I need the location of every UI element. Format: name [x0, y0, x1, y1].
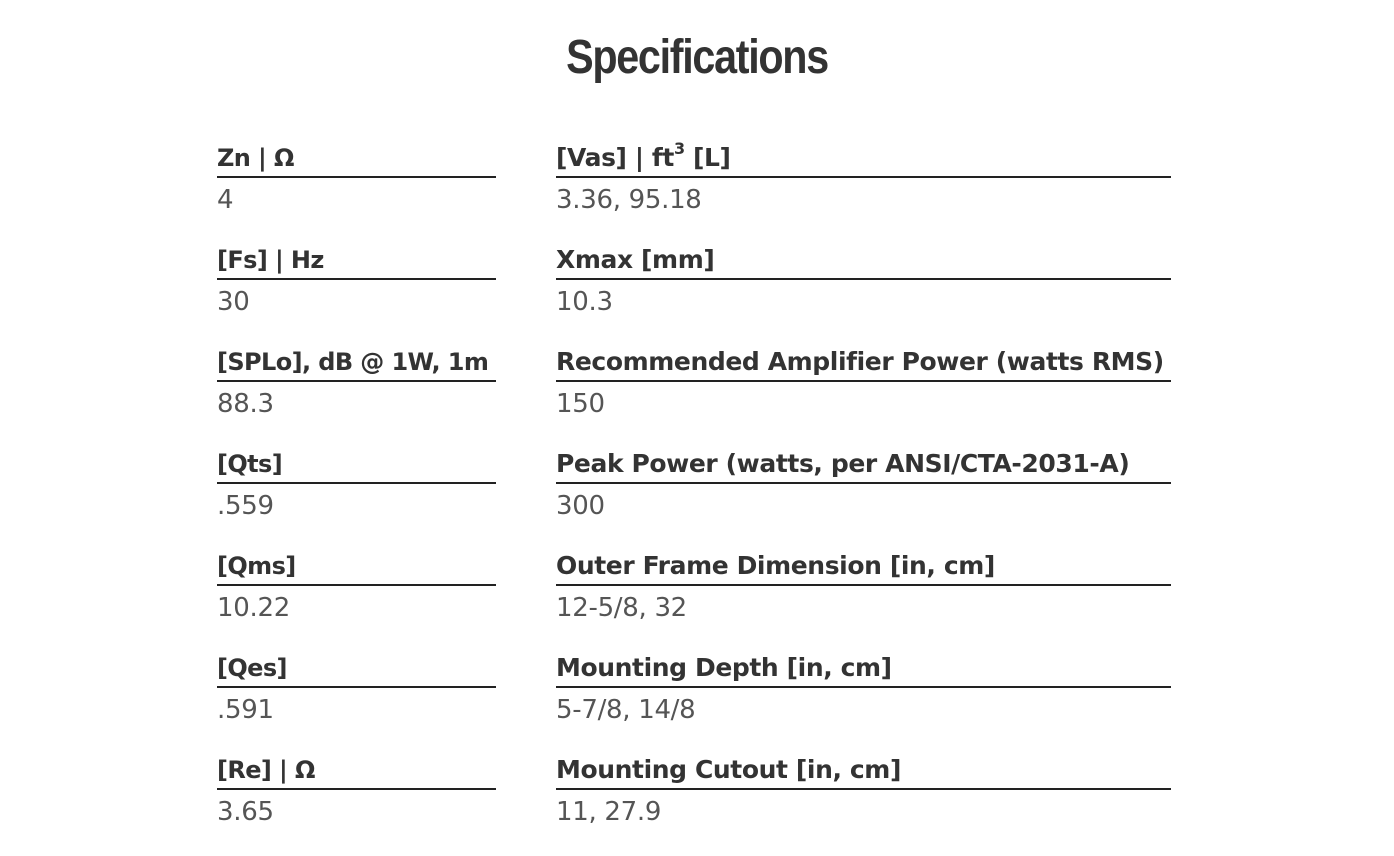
spec-value: 300 — [556, 491, 605, 521]
spec-vas — [556, 140, 1171, 242]
spec-dc-resistance — [217, 752, 496, 854]
spec-value: 88.3 — [217, 389, 274, 419]
spec-label: Recommended Amplifier Power (watts RMS) — [556, 344, 1171, 382]
spec-value: 12-5/8, 32 — [556, 593, 687, 623]
spec-label: [Fs] | Hz — [217, 242, 496, 280]
specs-column-right — [556, 140, 1171, 854]
spec-peak-power — [556, 446, 1171, 548]
spec-value: .559 — [217, 491, 274, 521]
spec-resonant-frequency — [217, 242, 496, 344]
spec-label-suffix: [L] — [684, 143, 731, 172]
spec-value: .591 — [217, 695, 274, 725]
spec-label: [Qts] — [217, 446, 496, 484]
spec-label: Mounting Depth [in, cm] — [556, 650, 1171, 688]
spec-qms — [217, 548, 496, 650]
spec-qes — [217, 650, 496, 752]
spec-value: 10.22 — [217, 593, 290, 623]
spec-mounting-depth — [556, 650, 1171, 752]
spec-value: 150 — [556, 389, 605, 419]
spec-value: 3.36, 95.18 — [556, 185, 702, 215]
spec-value: 3.65 — [217, 797, 274, 827]
spec-value: 10.3 — [556, 287, 613, 317]
spec-mounting-cutout — [556, 752, 1171, 854]
spec-label — [556, 140, 1171, 178]
spec-label: [Qms] — [217, 548, 496, 586]
spec-label: Zn | Ω — [217, 140, 496, 178]
spec-label: Xmax [mm] — [556, 242, 1171, 280]
spec-label: Outer Frame Dimension [in, cm] — [556, 548, 1171, 586]
spec-impedance — [217, 140, 496, 242]
spec-sensitivity — [217, 344, 496, 446]
specs-column-left — [217, 140, 496, 854]
spec-value: 11, 27.9 — [556, 797, 662, 827]
spec-label: [SPLo], dB @ 1W, 1m — [217, 344, 496, 382]
spec-value: 4 — [217, 185, 234, 215]
spec-label: Peak Power (watts, per ANSI/CTA-2031-A) — [556, 446, 1171, 484]
spec-xmax — [556, 242, 1171, 344]
spec-outer-frame-dimension — [556, 548, 1171, 650]
spec-recommended-amplifier-power — [556, 344, 1171, 446]
page-title: Specifications — [566, 31, 828, 84]
spec-value: 5-7/8, 14/8 — [556, 695, 696, 725]
spec-label-prefix: [Vas] | ft — [556, 143, 674, 172]
spec-qts — [217, 446, 496, 548]
spec-label: Mounting Cutout [in, cm] — [556, 752, 1171, 790]
spec-value: 30 — [217, 287, 250, 317]
spec-label: [Re] | Ω — [217, 752, 496, 790]
spec-label-superscript: 3 — [673, 138, 685, 158]
spec-label: [Qes] — [217, 650, 496, 688]
